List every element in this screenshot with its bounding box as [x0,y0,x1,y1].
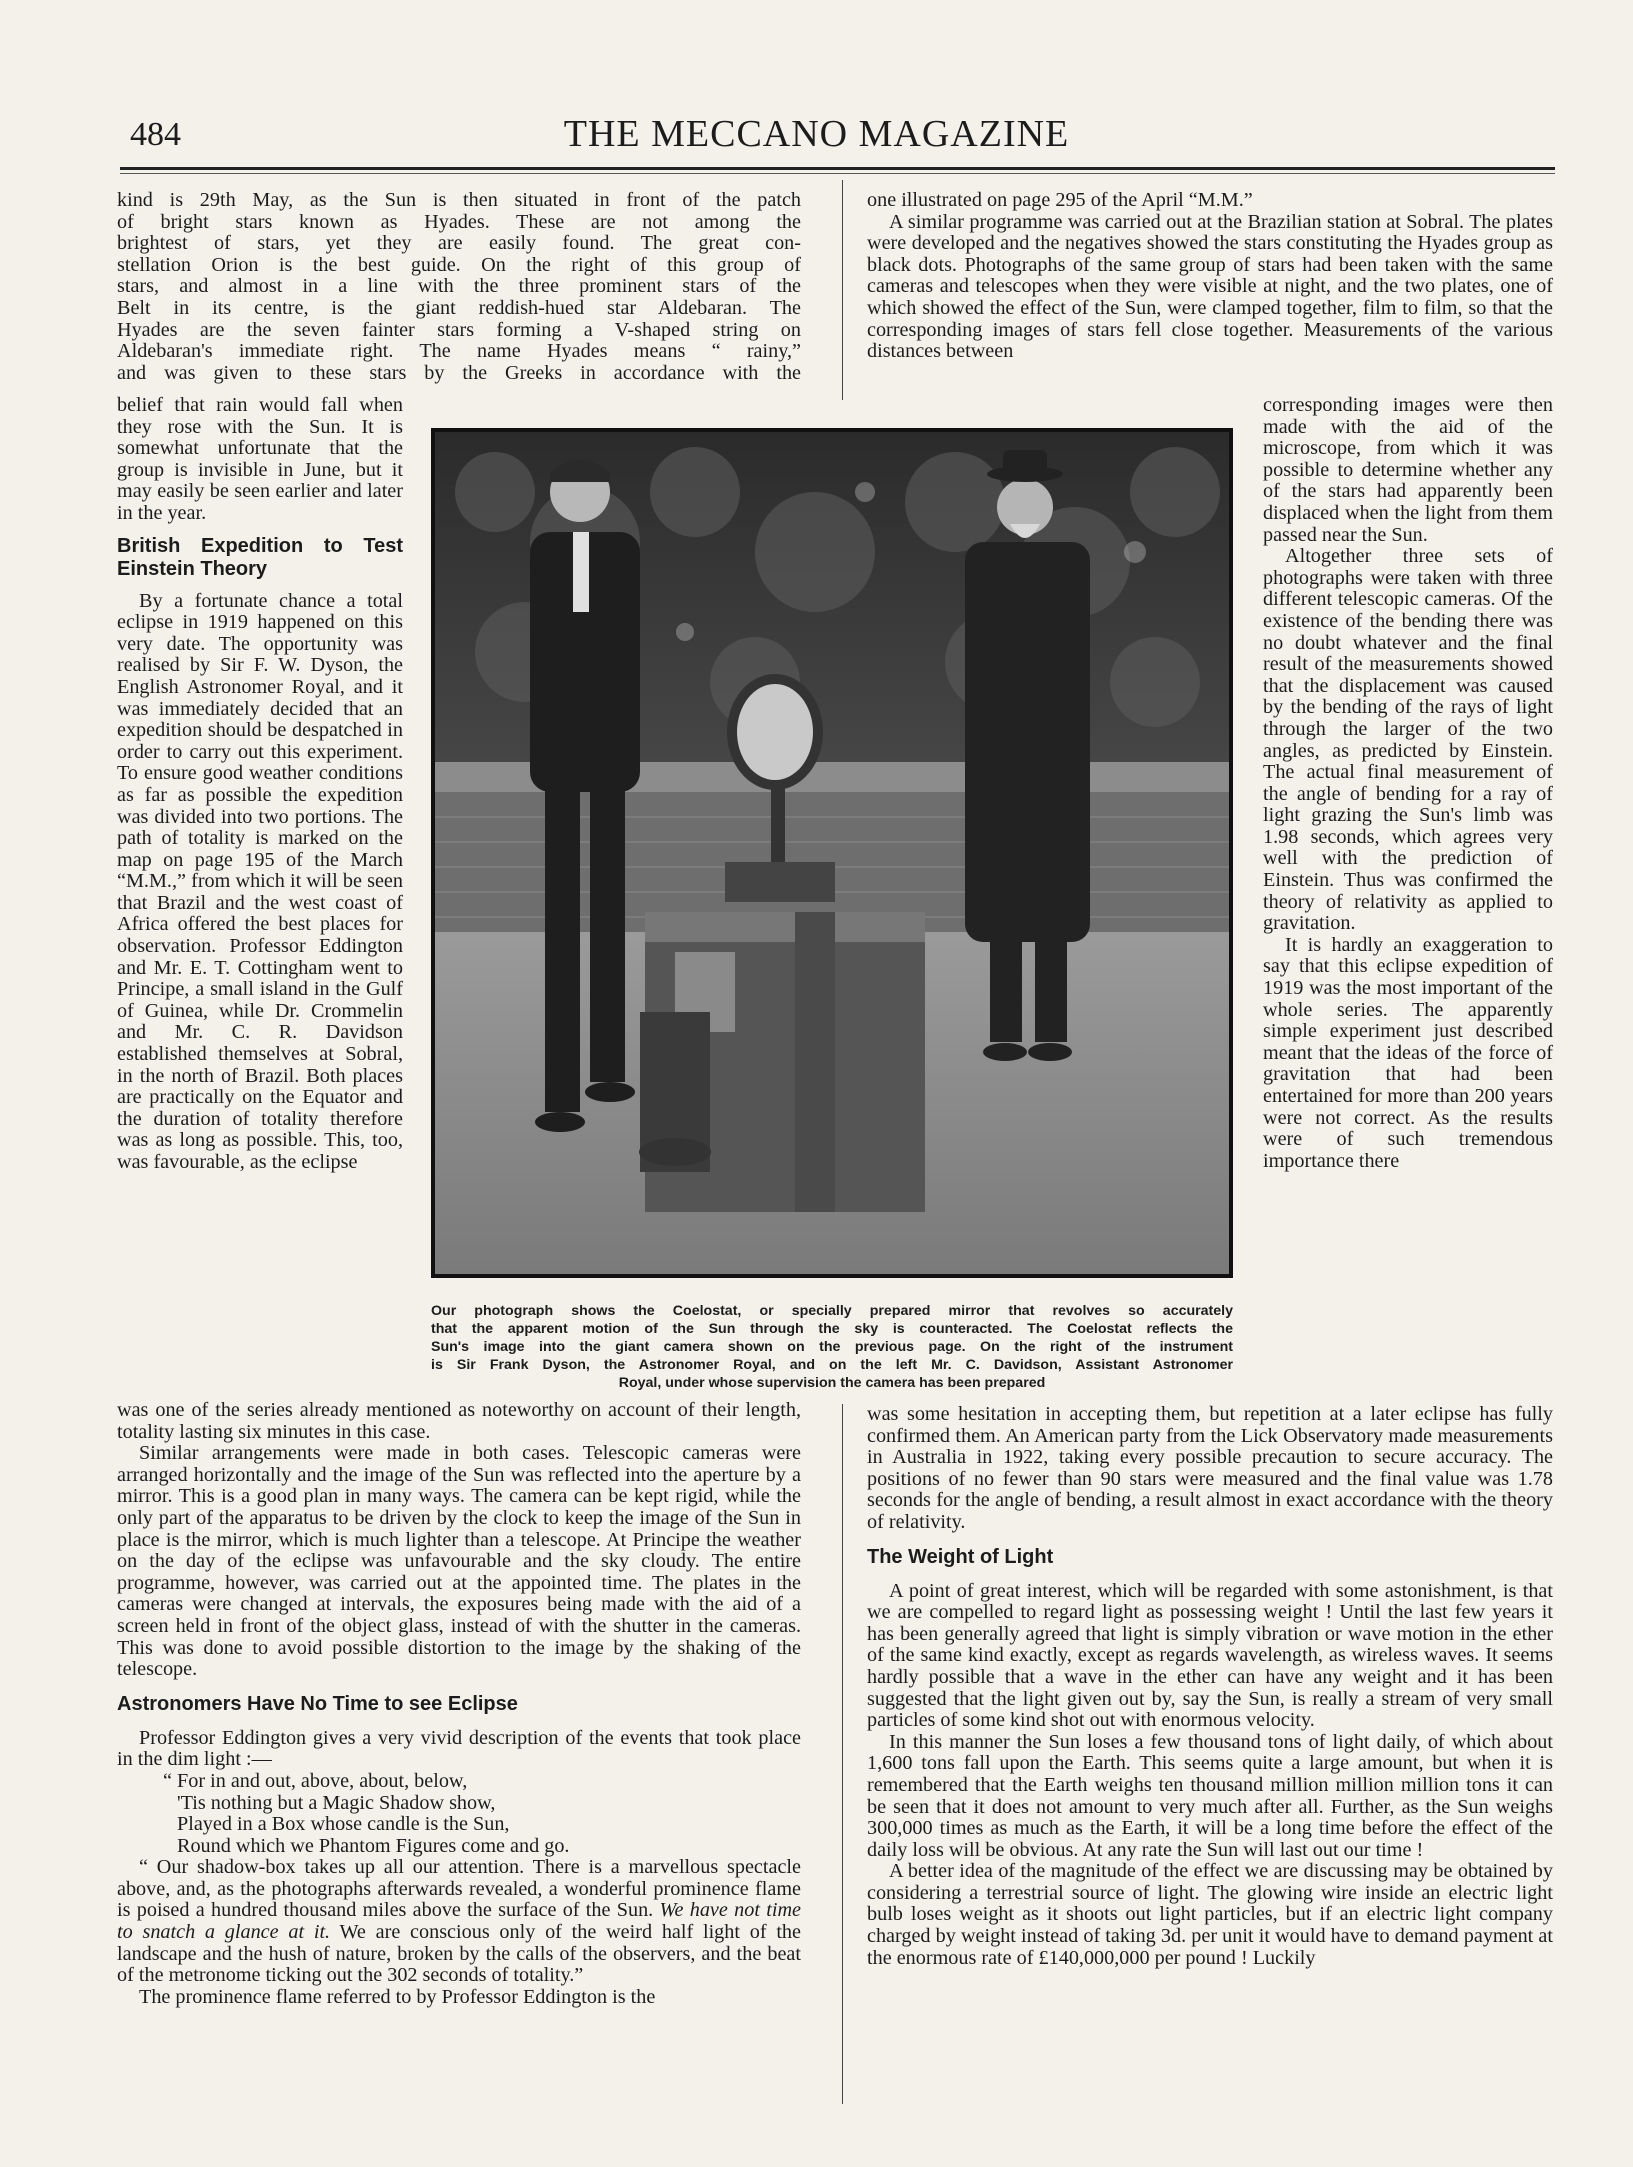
paragraph: A better idea of the magnitude of the effect we are discussing may be obtained by considering a terrestrial source of light. The glowing wire inside an electric light bulb loses weight as it shoots out light particles, but if an electric light company charged by weight instead of taking 3d. per unit it would have to demand payment at the enormous rate of £140,000,000 per pound ! Luckily [867,1860,1553,1969]
poem-line: Played in a Box whose candle is the Sun, [177,1813,510,1836]
right-narrow-column [1263,395,1553,1172]
paragraph: The prominence flame referred to by Professor Eddington is the [139,1985,656,2008]
paragraph: corresponding images were then made with the aid of the microscope, from which it was possible to determine whether any of the stars had apparently been displaced when the light from them passed near the Sun. [1263,394,1553,546]
intro-line: of bright stars known as Hyades. These are not among the [117,210,801,233]
poem-line: 'Tis nothing but a Magic Shadow show, [177,1791,496,1814]
paragraph: By a fortunate chance a total eclipse in 1919 happened on this very date. The opportunity was realised by Sir F. W. Dyson, the English Astronomer Royal, and it was immediately decided that an expedition should be despatched in order to carry out this experiment. To ensure good weather conditions as far as possible the expedition was divided into two portions. The path of totality is marked on the map on page 195 of the March “M.M.,” from which it will be seen that Brazil and the west coast of Africa offered the best places for observation. Professor Eddington and Mr. E. T. Cottingham went to Principe, a small island in the Gulf of Guinea, while Dr. Crommelin and Mr. C. R. Davidson established themselves at Sobral, in the north of Brazil. Both places are practically on the Equator and the duration of totality therefore was as long as possible. This, too, was favourable, as the eclipse [117,589,403,1173]
caption-line: Royal, under whose supervision the camera has been prepared [618,1375,1046,1391]
paragraph: Altogether three sets of photographs were taken with three different telescopic cameras. Of the existence of the bending there was no doubt whatever and the final result of the measurements showed that the displacement was caused by the bending of the rays of light through the larger of the two angles, as predicted by Einstein. The actual final measurement of the angle of bending for a ray of light grazing the Sun's limb was 1.98 seconds, which agrees very well with the prediction of Einstein. Thus was confirmed the theory of relativity as applied to gravitation. [1263,545,1553,935]
intro-line: brightest of stars, yet they are easily found. The great con- [117,232,801,255]
intro-line: Hyades are the seven fainter stars forming a V-shaped string on [117,318,801,341]
paragraph: one illustrated on page 295 of the April “M.M.” [867,189,1253,211]
paragraph: was one of the series already mentioned as noteworthy on account of their length, totality lasting six minutes in this case. [117,1399,801,1443]
left-column-intro [117,190,801,384]
intro-line: kind is 29th May, as the Sun is then situated in front of the patch [117,189,801,211]
quote-text-end: We are conscious only of the weird half light of the landscape and the hush of nature, broken by the calls of the observers, and the beat of the metronome ticking out the 302 seconds of totality.” [117,1921,801,1987]
poem-line: Round which we Phantom Figures come and go. [177,1834,570,1857]
right-column-lower [867,1404,1553,1969]
magazine-title: THE MECCANO MAGAZINE [563,113,1070,155]
paragraph: Similar arrangements were made in both cases. Telescopic cameras were arranged horizontally and the image of the Sun was reflected into the aperture by a mirror. This is a good plan in many ways. The camera can be kept rigid, while the only part of the apparatus to be driven by the clock to keep the image of the Sun in place is the mirror, which is much lighter than a telescope. At Principe the weather on the day of the eclipse was unfavourable and the sky cloudy. The entire programme, however, was carried out at the appointed time. The plates in the cameras were changed at intervals, the exposures being made with the aid of a screen held in front of the object glass, instead of with the shutter in the cameras. This was done to avoid possible distortion to the image by the shaking of the telescope. [117,1442,801,1681]
column-divider-bottom [842,1404,843,2104]
poem [117,1771,801,1857]
header-rule-thin [120,173,1555,174]
paragraph: A point of great interest, which will be regarded with some astonishment, is that we are compelled to regard light as possessing weight ! Until the last few years it has been generally agreed that light is simply vibration or wave motion in the ether of the same kind exactly, except as regards wavelength, as wireless waves. It seems hardly possible that a wave in the ether can have any weight and it has been suggested that the light given out by, say the Sun, is really a stream of very small particles of some kind shot out with enormous velocity. [867,1579,1553,1732]
paragraph: was some hesitation in accepting them, but repetition at a later eclipse has fully confirmed them. An American party from the Lick Observatory made measurements in Australia in 1922, taking every possible precaution to secure accuracy. The positions of no fewer than 90 stars were measured and the final value was 1.78 seconds for the angle of bending, a result almost in exact accordance with the theory of relativity. [867,1403,1553,1533]
intro-line: stars, and almost in a line with the three prominent stars of the [117,275,801,298]
paragraph: A similar programme was carried out at the Brazilian station at Sobral. The plates were developed and the negatives showed the stars constituting the Hyades group as black dots. Photographs of the same group of stars had been taken with the same cameras and telescopes when they were visible at night, and the two plates, one of which showed the effect of the Sun, were clamped together, film to film, so that the corresponding images of stars fell close together. Measurements of the various distances between [867,210,1553,363]
right-column-intro [867,190,1553,363]
paragraph: It is hardly an exaggeration to say that this eclipse expedition of 1919 was the most important of the whole series. The apparently simple experiment just described meant that the ideas of the force of gravitation that had been entertained for more than 200 years were not correct. As the results were of such tremendous importance there [1263,933,1553,1172]
intro-line: and was given to these stars by the Greeks in accordance with the [117,361,801,384]
caption-line: Our photograph shows the Coelostat, or specially prepared mirror that revolves so accurately [431,1303,1233,1319]
intro-line: Belt in its centre, is the giant reddish-hued star Aldebaran. The [117,296,801,319]
intro-line: stellation Orion is the best guide. On the right of this group of [117,253,801,276]
poem-line: “ For in and out, above, about, below, [163,1769,468,1792]
left-column-lower [117,1400,801,2008]
intro-line: Aldebaran's immediate right. The name Hyades means “ rainy,” [117,340,801,363]
quote-italic: We have not time to snatch a glance at it. [117,1899,801,1944]
section-heading: British Expedition to Test Einstein Theory [117,534,403,580]
caption-line: Sun's image into the giant camera shown on the previous page. On the right of the instrument [431,1339,1233,1355]
header-rule [120,167,1555,170]
caption-line: that the apparent motion of the Sun through the sky is counteracted. The Coelostat reflects the [431,1321,1233,1337]
section-heading: The Weight of Light [867,1545,1054,1568]
paragraph: In this manner the Sun loses a few thousand tons of light daily, of which about 1,600 tons fall upon the Earth. This seems quite a large amount, but when it is remembered that the Earth weighs ten thousand million million million tons it can be seen that it does not amount to very much after all. Further, as the Sun weighs 300,000 times as much as the Earth, it will be a long time before the effect of the daily loss will be obvious. At any rate the Sun will last out our time ! [867,1730,1553,1861]
instrument-box [639,912,925,1212]
section-heading: Astronomers Have No Time to see Eclipse [117,1692,518,1715]
paragraph: belief that rain would fall when they rose with the Sun. It is somewhat unfortunate that the group is invisible in June, but it may easily be seen earlier and later in the year. [117,394,403,524]
left-narrow-column [117,395,403,1174]
page-number: 484 [130,116,181,153]
photo-caption [431,1302,1233,1392]
paragraph [117,1857,801,1987]
paragraph: Professor Eddington gives a very vivid description of the events that took place in the dim light :— [117,1726,801,1771]
quote-text: “ Our shadow-box takes up all our attention. There is a marvellous spectacle above, and, as the photographs afterwards revealed, a wonderful prominence flame is poised a hundred thousand miles above the surface of the Sun. [117,1856,801,1922]
column-divider-top [842,180,843,400]
photo-illustration [435,432,1229,1274]
coelostat-photograph [431,428,1233,1278]
caption-line: is Sir Frank Dyson, the Astronomer Royal, and on the left Mr. C. Davidson, Assistant Astronomer [431,1357,1233,1373]
